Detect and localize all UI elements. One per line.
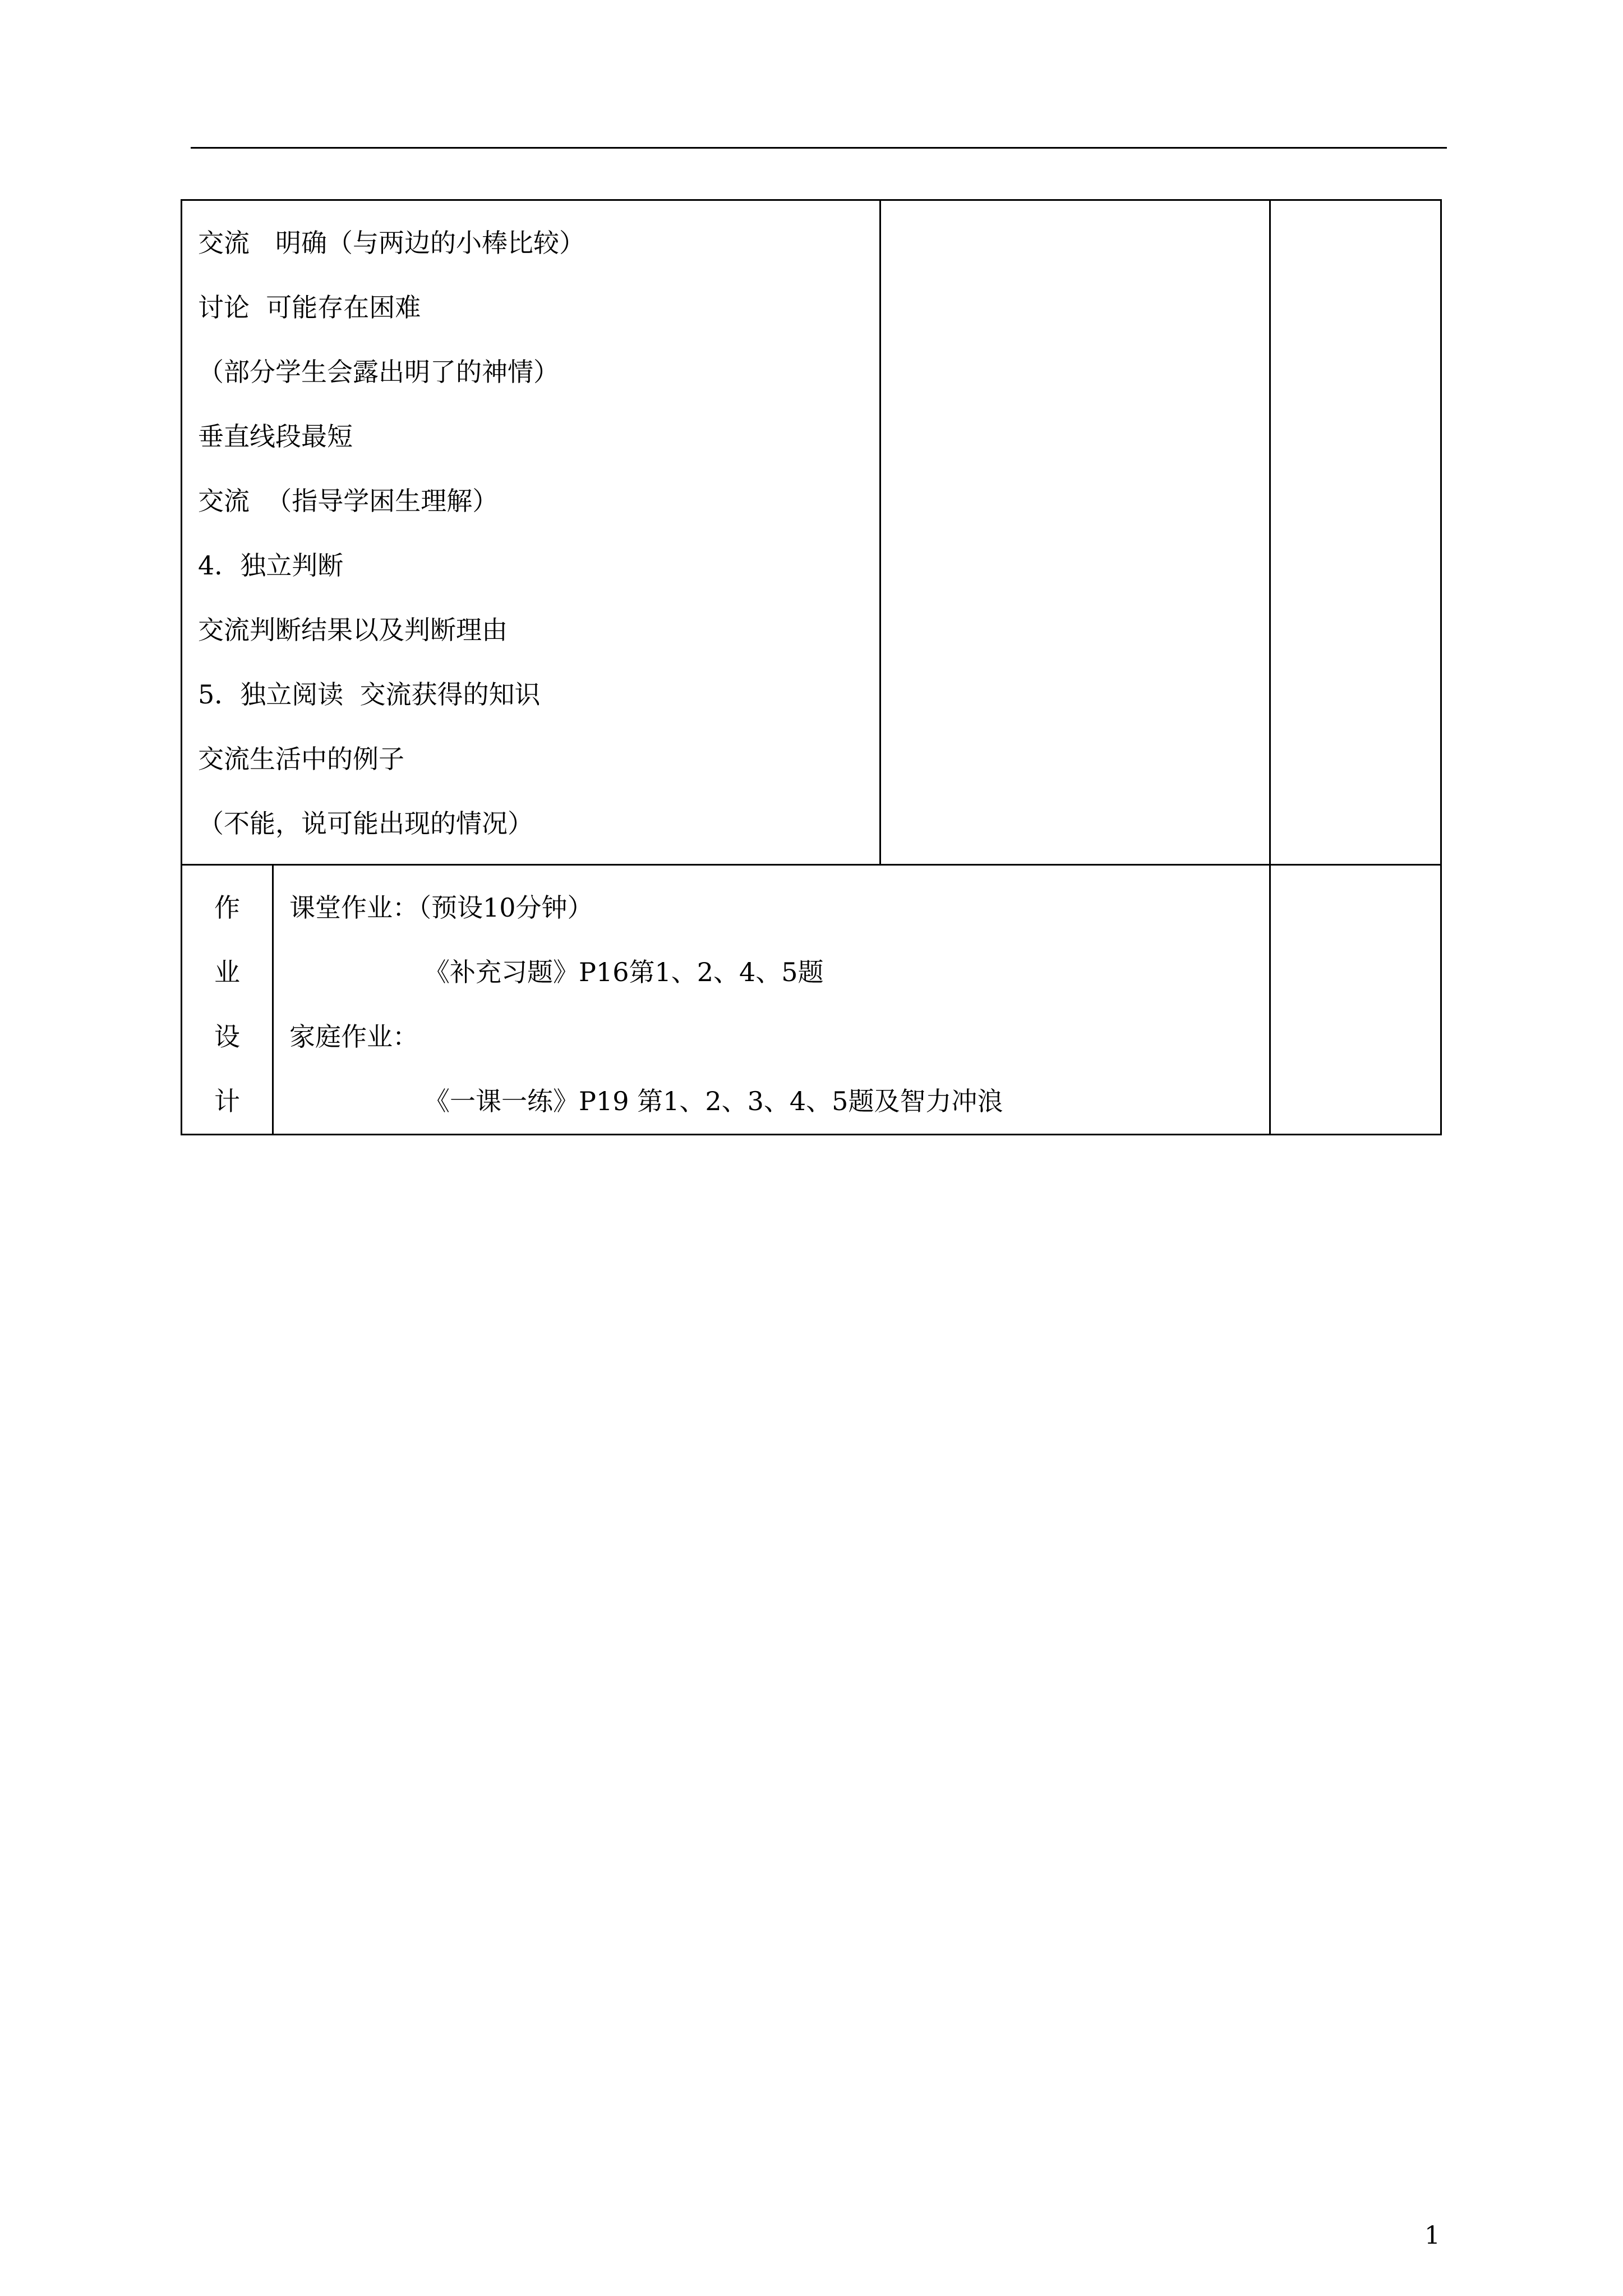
activity-line: 交流 （指导学困生理解）: [198, 486, 499, 516]
process-row: [182, 200, 1441, 865]
homework-row: [182, 865, 1441, 1135]
label-char: 计: [214, 1086, 240, 1116]
homework-design-label: [182, 865, 273, 1135]
activity-line: 交流 明确（与两边的小棒比较）: [198, 228, 585, 258]
lesson-plan-table: [181, 199, 1442, 1135]
page-number: 1: [1424, 2221, 1440, 2250]
homework-content-cell: [273, 865, 1270, 1135]
activity-line: （部分学生会露出明了的神情）: [198, 357, 559, 387]
activity-line: 讨论 可能存在困难: [198, 292, 421, 323]
home-homework-item: 《一课一练》P19 第1、2、3、4、5题及智力冲浪: [424, 1086, 1003, 1116]
header-rule: [191, 147, 1447, 149]
label-char: 设: [214, 1022, 240, 1052]
activity-line: 5．独立阅读 交流获得的知识: [198, 679, 541, 710]
label-char: 作: [214, 892, 240, 923]
activity-line: 交流生活中的例子: [198, 744, 404, 774]
activity-line: （不能，说可能出现的情况）: [198, 808, 533, 839]
class-homework-item: 《补充习题》P16第1、2、4、5题: [424, 957, 824, 987]
teacher-notes-cell: [880, 200, 1270, 865]
student-activity-cell: [182, 200, 880, 865]
remarks-cell: [1270, 200, 1441, 865]
activity-line: 交流判断结果以及判断理由: [198, 615, 508, 645]
activity-line: 4．独立判断: [198, 550, 344, 581]
home-homework-label: 家庭作业：: [289, 1022, 418, 1052]
activity-line: 垂直线段最短: [198, 421, 353, 452]
class-homework-label: 课堂作业：（预设10分钟）: [289, 892, 593, 923]
label-char: 业: [214, 957, 240, 987]
homework-remarks-cell: [1270, 865, 1441, 1135]
